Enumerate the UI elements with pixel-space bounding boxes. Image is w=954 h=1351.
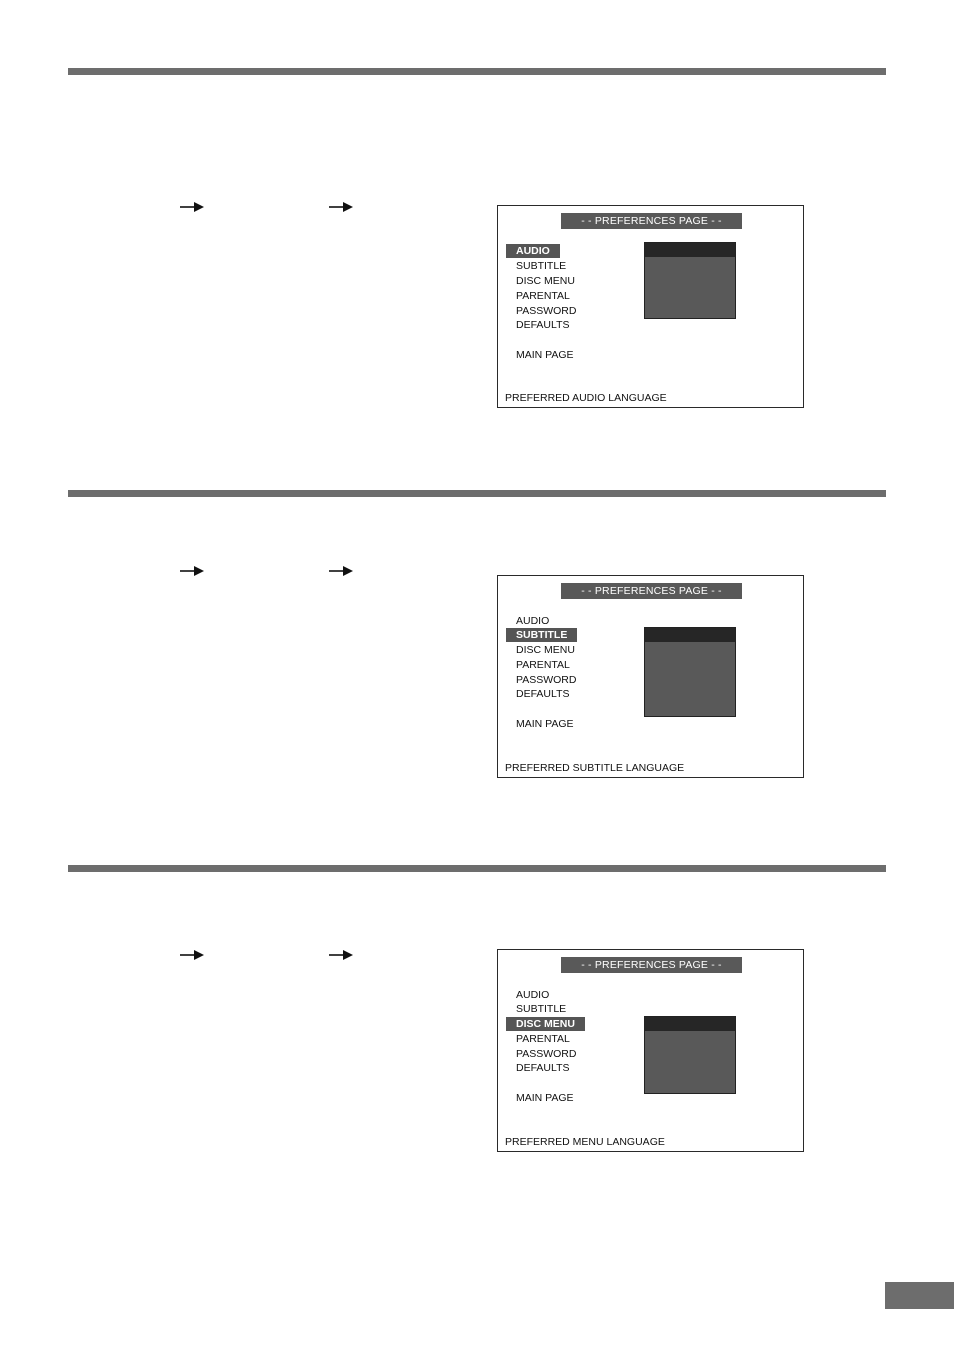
section-divider-3 [68, 865, 886, 872]
menu-item-password[interactable]: PASSWORD [516, 305, 577, 317]
language-options-highlight[interactable] [645, 1017, 735, 1031]
status-text: PREFERRED MENU LANGUAGE [505, 1136, 665, 1148]
menu-item-subtitle[interactable]: SUBTITLE [516, 260, 567, 272]
menu-item-password[interactable]: PASSWORD [516, 674, 577, 686]
screen-title: - - PREFERENCES PAGE - - [561, 957, 742, 973]
menu-item-subtitle[interactable]: SUBTITLE [506, 628, 577, 642]
section-divider-1 [68, 68, 886, 75]
menu-item-disc-menu[interactable]: DISC MENU [506, 1017, 585, 1031]
preferences-screen-audio [497, 205, 804, 408]
menu-item-main-page[interactable]: MAIN PAGE [516, 349, 574, 361]
menu-item-defaults[interactable]: DEFAULTS [516, 319, 570, 331]
language-options-box[interactable] [644, 242, 736, 319]
menu-item-parental[interactable]: PARENTAL [516, 290, 570, 302]
menu-item-parental[interactable]: PARENTAL [516, 1033, 570, 1045]
menu-item-main-page[interactable]: MAIN PAGE [516, 718, 574, 730]
preferences-screen-subtitle [497, 575, 804, 778]
language-options-box[interactable] [644, 627, 736, 717]
right-arrow-icon [329, 949, 353, 961]
menu-item-disc-menu[interactable]: DISC MENU [516, 275, 575, 287]
menu-item-disc-menu[interactable]: DISC MENU [516, 644, 575, 656]
right-arrow-icon [180, 565, 204, 577]
menu-item-main-page[interactable]: MAIN PAGE [516, 1092, 574, 1104]
menu-item-subtitle[interactable]: SUBTITLE [516, 1003, 567, 1015]
right-arrow-icon [180, 949, 204, 961]
status-text: PREFERRED SUBTITLE LANGUAGE [505, 762, 685, 774]
screen-title: - - PREFERENCES PAGE - - [561, 213, 742, 229]
menu-item-parental[interactable]: PARENTAL [516, 659, 570, 671]
menu-item-defaults[interactable]: DEFAULTS [516, 1062, 570, 1074]
menu-item-defaults[interactable]: DEFAULTS [516, 688, 570, 700]
language-options-highlight[interactable] [645, 628, 735, 642]
right-arrow-icon [329, 201, 353, 213]
screen-title: - - PREFERENCES PAGE - - [561, 583, 742, 599]
menu-item-password[interactable]: PASSWORD [516, 1048, 577, 1060]
page-number-tab [885, 1282, 954, 1309]
status-text: PREFERRED AUDIO LANGUAGE [505, 392, 667, 404]
menu-item-audio[interactable]: AUDIO [516, 989, 550, 1001]
preferences-screen-disc-menu [497, 949, 804, 1152]
right-arrow-icon [180, 201, 204, 213]
menu-item-audio[interactable]: AUDIO [516, 615, 550, 627]
language-options-highlight[interactable] [645, 243, 735, 257]
section-divider-2 [68, 490, 886, 497]
menu-item-audio[interactable]: AUDIO [506, 244, 560, 258]
right-arrow-icon [329, 565, 353, 577]
language-options-box[interactable] [644, 1016, 736, 1094]
